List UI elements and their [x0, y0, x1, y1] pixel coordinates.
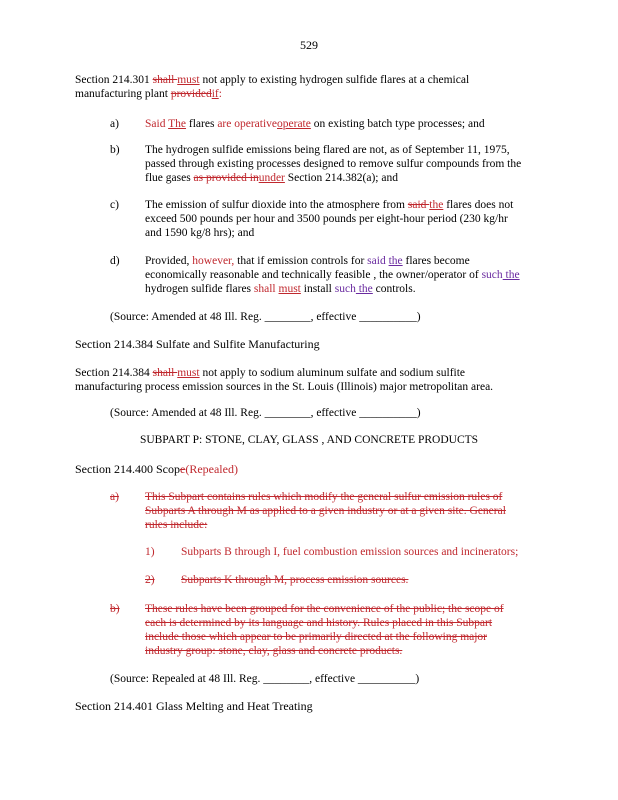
section-214-301-text: Section 214.301 shall must not apply to existing hydrogen sulfide flares at a chemical manufacturing plant providedif:	[75, 74, 470, 100]
repealed-item-b-label: b)	[110, 603, 120, 615]
item-d-label: d)	[110, 255, 120, 267]
deleted-text: shall	[152, 367, 178, 379]
section-214-401-heading: Section 214.401 Glass Melting and Heat Treating	[75, 699, 313, 713]
repealed-sub-1-label: 1)	[145, 546, 155, 558]
source-note-2: (Source: Amended at 48 Ill. Reg. ________, effective __________)	[110, 407, 421, 419]
repealed-sub-1-text: Subparts B through I, fuel combustion emission sources and incinerators;	[181, 546, 519, 558]
section-214-384-heading: Section 214.384 Sulfate and Sulfite Manufacturing	[75, 337, 320, 351]
deleted-text: said	[407, 199, 430, 211]
item-b-text: The hydrogen sulfide emissions being flared are not, as of September 11, 1975, passed through existing processes designed to remove sulfur compounds from the flue gases as provided inunder Section 214.382(a); and	[145, 144, 522, 184]
inserted-text: (Repealed)	[185, 462, 238, 476]
item-b-label: b)	[110, 144, 120, 156]
repealed-item-b-text: These rules have been grouped for the convenience of the public; the scope of each is determined by its language and history. Rules placed in this Subpart include those which appear to be primarily directed at the following major industry group: stone, clay, glass and concrete products.	[145, 603, 504, 657]
section-214-384-text: Section 214.384 shall must not apply to sodium aluminum sulfate and sodium sulfite manufacturing process emission sources in the St. Louis (Illinois) major metropolitan area.	[75, 367, 494, 393]
deleted-text: provided	[170, 88, 212, 100]
deleted-text: e	[180, 462, 186, 476]
inserted-text: the	[429, 199, 444, 211]
deleted-text: as provided in	[193, 172, 259, 184]
repealed-sub-2-label: 2)	[145, 574, 155, 586]
item-d-text: Provided, however, that if emission controls for said the flares become economically reasonable and technically feasible , the owner/operator of such the hydrogen sulfide flares shall must install such the controls.	[145, 255, 520, 295]
inserted-text: if	[211, 88, 219, 100]
inserted-text: must	[177, 367, 200, 379]
repealed-item-a-text: This Subpart contains rules which modify the general sulfur emission rules of Subparts A through M as applied to a given industry or at a given site. General rules include:	[145, 491, 506, 531]
page-number: 529	[300, 38, 318, 52]
repealed-sub-2-text: Subparts K through M, process emission sources.	[181, 574, 409, 586]
inserted-text: under	[258, 172, 285, 184]
source-note-1: (Source: Amended at 48 Ill. Reg. ________, effective __________)	[110, 311, 421, 323]
section-214-400-heading: Section 214.400 Scope(Repealed)	[75, 462, 238, 476]
item-c-label: c)	[110, 199, 119, 211]
item-a-text: Said The flares are operativeoperate on existing batch type processes; and	[145, 118, 485, 130]
subpart-p-heading: SUBPART P: STONE, CLAY, GLASS , AND CONCRETE PRODUCTS	[139, 434, 479, 446]
item-c-text: The emission of sulfur dioxide into the atmosphere from said the flares does not exceed 500 pounds per hour and 3500 pounds per eight-hour period (230 kg/hr and 1590 kg/8 hrs); and	[145, 199, 514, 239]
inserted-text: must	[177, 74, 200, 86]
item-a-label: a)	[110, 118, 119, 130]
repealed-item-a-label: a)	[110, 491, 119, 503]
source-note-3: (Source: Repealed at 48 Ill. Reg. ________, effective __________)	[110, 673, 420, 685]
deleted-text: shall	[152, 74, 178, 86]
